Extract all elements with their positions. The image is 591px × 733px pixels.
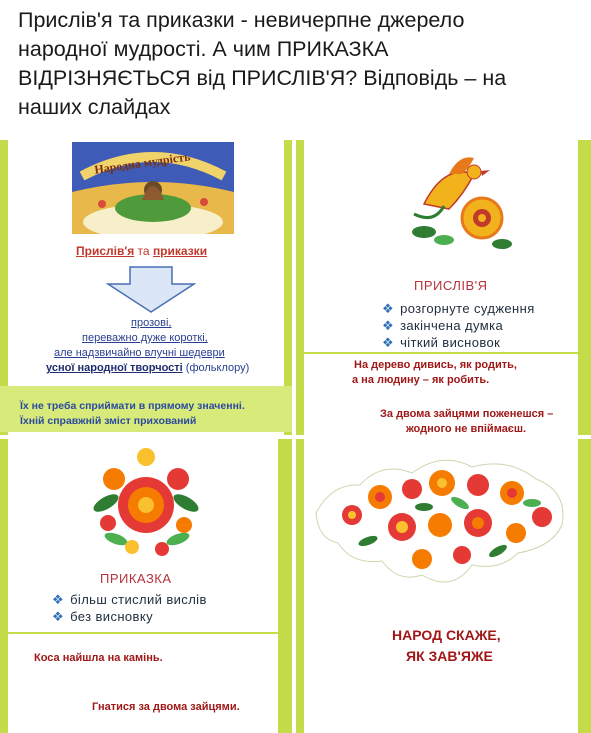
proverb-text: жодного не впіймаєш. xyxy=(406,423,527,435)
proverb-text: На дерево дивись, як родить, xyxy=(354,359,517,371)
note-line: Їх не треба сприймати в прямому значенні. xyxy=(20,400,245,412)
slide-border xyxy=(578,140,591,435)
caption-line: наших слайдах xyxy=(18,95,171,119)
slides-collage[interactable] xyxy=(0,140,591,733)
proverb-text: а на людину – як робить. xyxy=(352,374,490,386)
motto-line-1: НАРОД СКАЖЕ, xyxy=(392,627,501,643)
title-proverbs: Прислів'я xyxy=(76,244,135,258)
diamond-bullet-icon: ❖ xyxy=(382,318,395,333)
proverb-heading: ПРИСЛІВ'Я xyxy=(414,278,488,293)
banner-text: Народна мудрість xyxy=(93,149,192,177)
title-sayings: приказки xyxy=(152,244,208,258)
caption-line: ВІДРІЗНЯЄТЬСЯ від ПРИСЛІВ'Я? Відповідь – на xyxy=(18,66,507,90)
diamond-bullet-icon: ❖ xyxy=(382,335,395,350)
firebird-ornament xyxy=(404,144,514,254)
proverb-text: За двома зайцями поженешся – xyxy=(380,408,554,420)
proverb-text: Коса найшла на камінь. xyxy=(34,652,163,664)
slide-4[interactable] xyxy=(296,439,591,733)
slide-3[interactable] xyxy=(0,439,292,733)
bullet-item xyxy=(382,335,500,351)
title-and: та xyxy=(137,244,150,258)
slide-2[interactable] xyxy=(296,140,591,435)
definition-line xyxy=(46,362,249,374)
down-arrow-icon xyxy=(106,266,196,319)
oral-folk-art: усної народної творчості xyxy=(46,362,183,374)
saying-heading: ПРИКАЗКА xyxy=(100,571,172,586)
bullet-item xyxy=(52,609,153,625)
slide-border xyxy=(296,140,304,435)
bullet-text: розгорнуте судження xyxy=(400,301,535,316)
folk-wisdom-illustration xyxy=(72,142,234,234)
bullet-text: чіткий висновок xyxy=(400,335,501,350)
bullet-text: без висновку xyxy=(70,609,153,624)
motto-line-2: ЯК ЗАВ'ЯЖЕ xyxy=(406,648,493,664)
slide1-title xyxy=(76,244,207,258)
slide-border xyxy=(0,439,8,733)
definition-line: переважно дуже короткі, xyxy=(82,332,208,344)
bullet-text: закінчена думка xyxy=(400,318,504,333)
bullet-item xyxy=(52,592,207,608)
divider-line xyxy=(8,632,278,634)
folklore-note: (фольклору) xyxy=(185,362,250,374)
bullet-item xyxy=(382,301,535,317)
slide-1[interactable] xyxy=(0,140,292,435)
bullet-text: більш стислий вислів xyxy=(70,592,207,607)
note-line: Їхній справжній зміст прихований xyxy=(20,415,197,427)
diamond-bullet-icon: ❖ xyxy=(52,609,65,624)
definition-line: але надзвичайно влучні шедеври xyxy=(54,347,225,359)
diamond-bullet-icon: ❖ xyxy=(382,301,395,316)
proverb-text: Гнатися за двома зайцями. xyxy=(92,701,240,713)
post-caption xyxy=(18,6,578,122)
bullet-item xyxy=(382,318,503,334)
floral-ornament xyxy=(86,443,206,561)
definition-line: прозові, xyxy=(131,317,172,329)
caption-line: народної мудрості. А чим ПРИКАЗКА xyxy=(18,37,389,61)
divider-line xyxy=(304,352,578,354)
slide-border xyxy=(578,439,591,733)
diamond-bullet-icon: ❖ xyxy=(52,592,65,607)
ukraine-map-ornament xyxy=(312,443,574,603)
slide-border xyxy=(296,439,304,733)
slide-border xyxy=(278,439,292,733)
caption-line: Прислів'я та приказки - невичерпне джерело xyxy=(18,8,465,32)
